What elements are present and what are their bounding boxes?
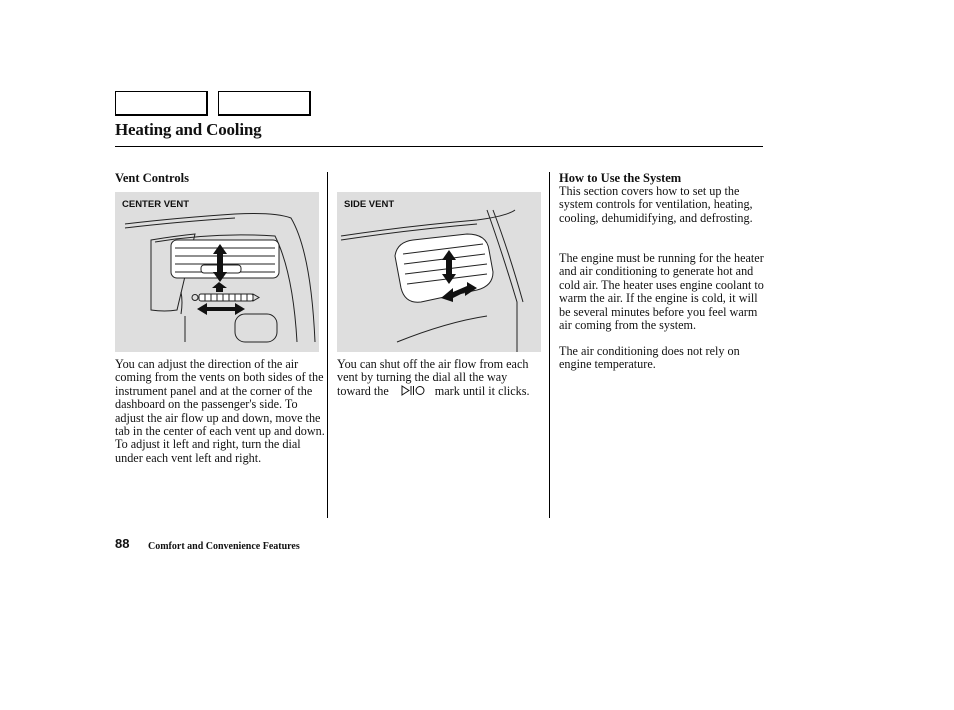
header-tab-box-2 — [218, 91, 311, 116]
center-vent-figure — [115, 192, 319, 352]
header-tab-box-1 — [115, 91, 208, 116]
how-to-use-para2: The engine must be running for the heater and air conditioning to generate hot and cold air. The heater uses engine coolant to warm the air. If the engine is cold, it will be several minutes before you feel warm air coming from the system. — [559, 251, 764, 333]
page-title: Heating and Cooling — [115, 120, 262, 139]
center-vent-illustration — [115, 192, 319, 352]
side-vent-body-part1: You can shut off the air flow from each vent by turning the dial all the way toward the — [337, 357, 529, 398]
vent-controls-heading: Vent Controls — [115, 171, 189, 185]
how-to-use-para1: This section covers how to set up the system controls for ventilation, heating, cooling, dehumidifying, and defrosting. — [559, 184, 753, 225]
vent-controls-body: You can adjust the direction of the air coming from the vents on both sides of the instrument panel and at the corner of the dashboard on the passenger's side. To adjust the air flow up and down, move the tab in the center of each vent up and down. To adjust it left and right, turn the dial under each vent left and right. — [115, 357, 325, 465]
side-vent-illustration — [337, 192, 541, 352]
side-vent-body — [337, 358, 543, 399]
column-divider-1 — [327, 172, 328, 518]
side-vent-figure — [337, 192, 541, 352]
side-vent-body-part2: mark until it clicks. — [434, 383, 530, 398]
shutoff-mark-icon — [401, 385, 425, 399]
page-number: 88 — [115, 536, 130, 551]
center-vent-label: CENTER VENT — [122, 199, 190, 210]
side-vent-label: SIDE VENT — [344, 199, 395, 210]
how-to-use-para3: The air conditioning does not rely on engine temperature. — [559, 344, 740, 372]
title-rule — [115, 146, 763, 147]
how-to-use-heading: How to Use the System — [559, 171, 682, 185]
column-divider-2 — [549, 172, 550, 518]
footer-section-title: Comfort and Convenience Features — [148, 541, 300, 552]
